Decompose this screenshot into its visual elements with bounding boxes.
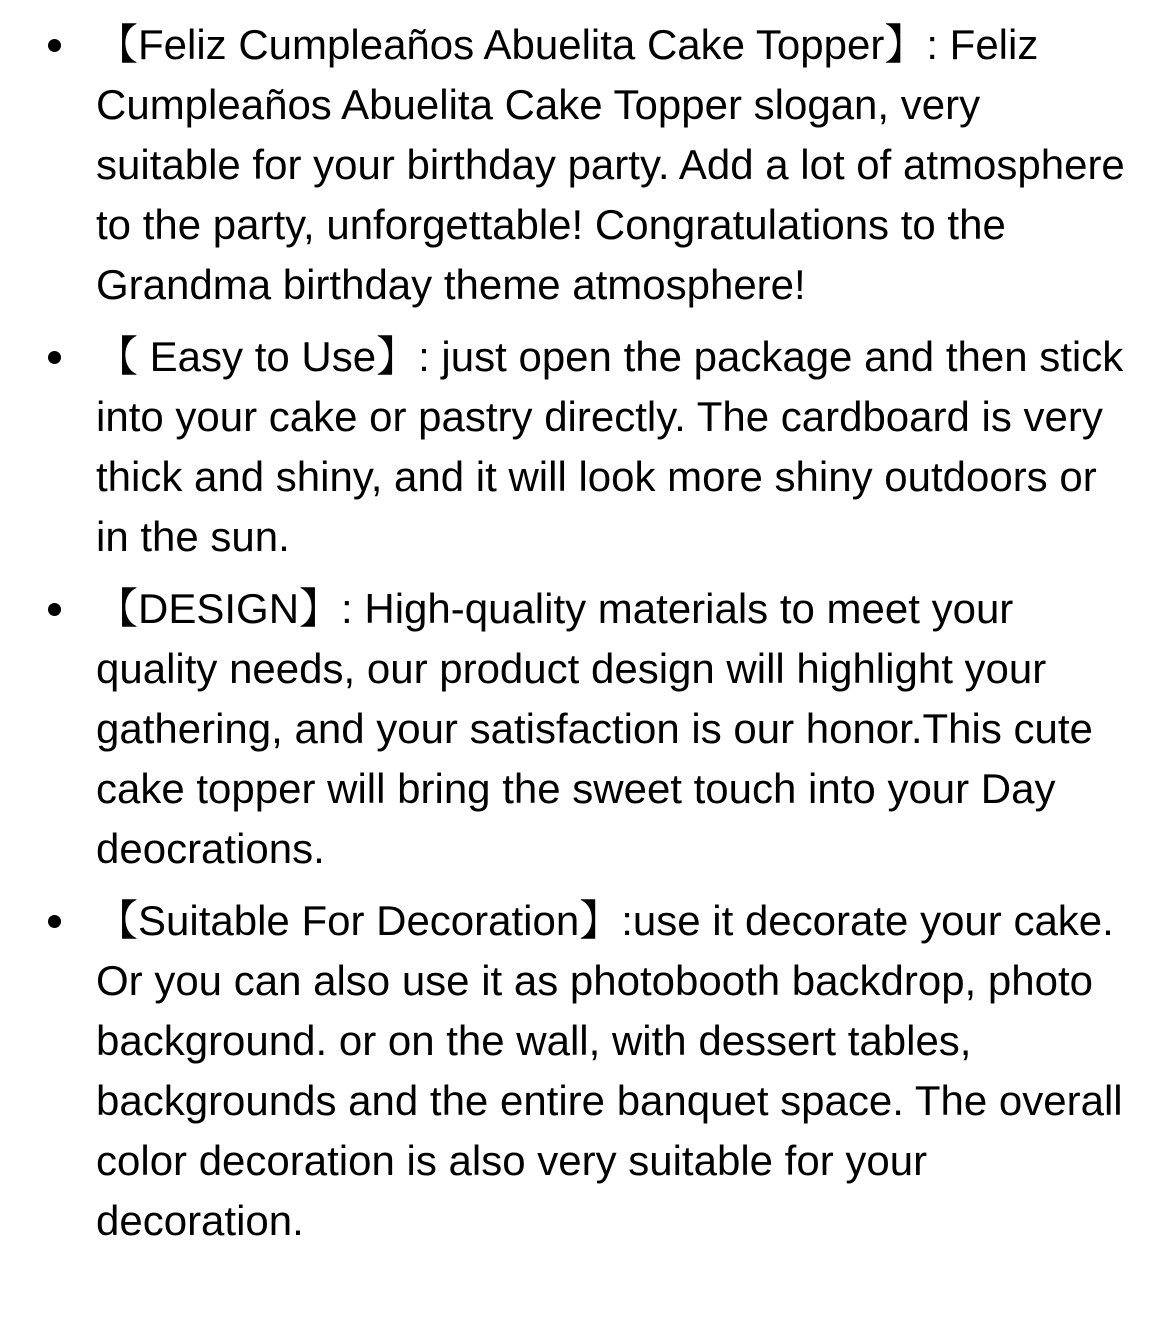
feature-text: 【 Easy to Use】: just open the package and then stick into your cake or pastry directly. The cardboard is very thick and shiny, and it will look more shiny outdoors or in the sun. [96,333,1124,560]
bullet-dot-icon [48,351,61,364]
feature-bullet-list [0,15,1169,1263]
feature-text: 【DESIGN】: High-quality materials to meet your quality needs, our product design will highlight your gathering, and your satisfaction is our honor.This cute cake topper will bring the sweet touch into your Day deocrations. [96,585,1093,872]
feature-bullet-easy-to-use [0,327,1169,567]
bullet-dot-icon [48,603,61,616]
feature-bullet-design [0,579,1169,879]
feature-bullet-topper [0,15,1169,315]
feature-text: 【Suitable For Decoration】:use it decorate your cake. Or you can also use it as photobooth backdrop, photo background. or on the wall, with dessert tables, backgrounds and the entire banquet space. The overall color decoration is also very suitable for your decoration. [96,897,1123,1244]
feature-text: 【Feliz Cumpleaños Abuelita Cake Topper】: Feliz Cumpleaños Abuelita Cake Topper slogan, very suitable for your birthday party. Add a lot of atmosphere to the party, unforgettable! Congratulations to the Grandma birthday theme atmosphere! [96,21,1125,308]
bullet-dot-icon [48,915,61,928]
bullet-dot-icon [48,39,61,52]
feature-bullet-decoration [0,891,1169,1251]
